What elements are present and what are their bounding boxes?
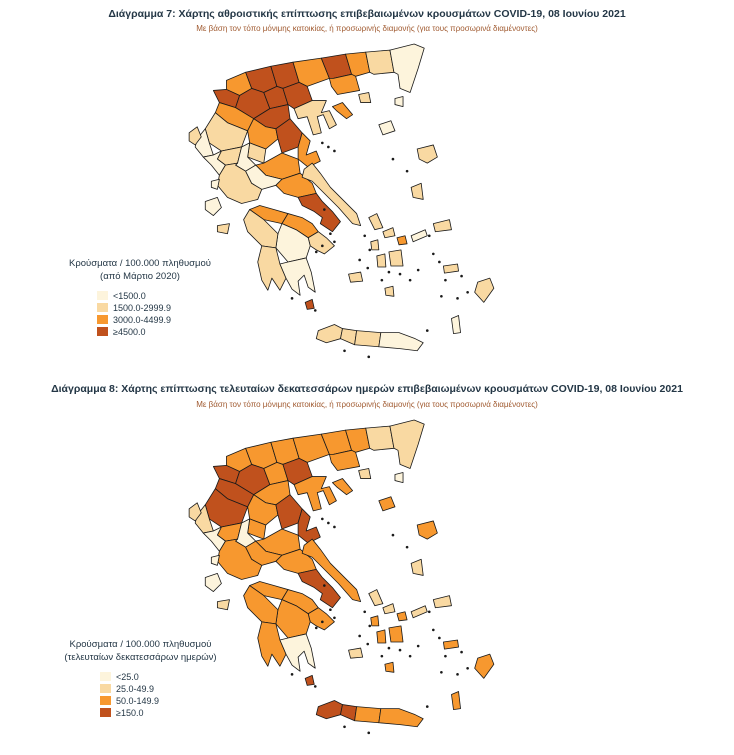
- region-rethymno: [340, 329, 356, 345]
- region-mykonos: [397, 612, 407, 621]
- region-andros: [369, 590, 383, 606]
- legend-title-line2: (τελευταίων δεκατεσσάρων ημερών): [64, 652, 217, 664]
- legend-item: [97, 302, 245, 314]
- region-lemnos: [379, 121, 395, 135]
- map-legend-cumulative: [35, 257, 245, 338]
- islet-dot: [432, 629, 435, 632]
- islet-dot: [327, 146, 330, 149]
- region-kos: [443, 640, 458, 649]
- islet-dot: [315, 251, 318, 254]
- region-kefalonia: [205, 197, 221, 215]
- islet-dot: [333, 526, 336, 529]
- islet-dot: [368, 249, 371, 252]
- islet-dot: [343, 349, 346, 352]
- figure-7-title: Διάγραμμα 7: Χάρτης αθροιστικής επίπτωσης επιβεβαιωμένων κρουσμάτων COVID-19, 08 Ιουνίου 2021: [108, 8, 626, 20]
- islet-dot: [314, 685, 317, 688]
- region-thasos: [359, 468, 371, 478]
- region-karpathos: [451, 691, 460, 709]
- islet-dot: [343, 725, 346, 728]
- region-magnesia: [298, 133, 320, 167]
- islet-dot: [333, 240, 336, 243]
- region-mykonos: [397, 236, 407, 245]
- region-rhodes: [475, 278, 494, 302]
- region-lesbos: [417, 145, 437, 163]
- region-karpathos: [451, 315, 460, 333]
- region-evros: [390, 420, 424, 468]
- region-milos: [349, 272, 363, 282]
- legend-swatch: [100, 696, 111, 705]
- islet-dot: [417, 645, 420, 648]
- islet-dot: [329, 608, 332, 611]
- region-lemnos: [379, 497, 395, 511]
- islet-dot: [329, 232, 332, 235]
- islet-dot: [321, 142, 324, 145]
- region-syros: [371, 616, 379, 626]
- region-rhodes: [475, 654, 494, 678]
- region-kythira: [305, 675, 314, 685]
- legend-class-label: 25.0-49.9: [116, 683, 155, 694]
- region-paros: [377, 254, 386, 267]
- region-samos: [433, 596, 451, 608]
- islet-dot: [409, 655, 412, 658]
- islet-dot: [368, 625, 371, 628]
- region-athos: [332, 479, 352, 495]
- region-chania: [316, 701, 342, 719]
- islet-dot: [314, 309, 317, 312]
- legend-item: [100, 683, 253, 695]
- region-chios: [411, 183, 423, 199]
- region-chalkidiki: [294, 101, 336, 135]
- islet-dot: [426, 329, 429, 332]
- region-lasithi: [379, 709, 423, 727]
- legend-class-label: ≥150.0: [116, 707, 144, 718]
- islet-dot: [466, 291, 469, 294]
- region-laconia: [280, 634, 315, 671]
- islet-dot: [456, 297, 459, 300]
- region-kos: [443, 264, 458, 273]
- legend-class-label: 3000.0-4499.9: [113, 314, 172, 325]
- islet-dot: [392, 534, 395, 537]
- legend-swatch: [97, 315, 108, 324]
- legend-item: [97, 314, 245, 326]
- islet-dot: [409, 279, 412, 282]
- legend-swatch: [100, 672, 111, 681]
- region-santorini: [385, 662, 394, 672]
- region-thasos: [359, 92, 371, 102]
- region-rethymno: [340, 705, 356, 721]
- islet-dot: [456, 673, 459, 676]
- legend-class-label: <1500.0: [113, 290, 146, 301]
- region-lefkada: [211, 179, 219, 189]
- region-lasithi: [379, 333, 423, 351]
- legend-item: [97, 290, 245, 302]
- islet-dot: [358, 635, 361, 638]
- islet-dot: [444, 655, 447, 658]
- region-argolis: [308, 232, 334, 254]
- islet-dot: [321, 245, 324, 248]
- islet-dot: [327, 522, 330, 525]
- islet-dot: [406, 170, 409, 173]
- region-andros: [369, 214, 383, 230]
- islet-dot: [388, 271, 391, 274]
- islet-dot: [440, 295, 443, 298]
- legend-title-line2: (από Μάρτιο 2020): [100, 271, 180, 283]
- legend-title-line1: Κρούσματα / 100.000 πληθυσμού: [69, 639, 212, 650]
- islet-dot: [406, 546, 409, 549]
- legend-item: [100, 695, 253, 707]
- region-samos: [433, 220, 451, 232]
- islet-dot: [388, 647, 391, 650]
- islet-dot: [367, 356, 370, 359]
- region-lesbos: [417, 521, 437, 539]
- region-kefalonia: [205, 573, 221, 591]
- region-kythira: [305, 299, 314, 309]
- islet-dot: [381, 279, 384, 282]
- legend-swatch: [97, 303, 108, 312]
- islet-dot: [315, 627, 318, 630]
- islet-dot: [428, 234, 431, 237]
- islet-dot: [417, 269, 420, 272]
- region-samothrace: [395, 473, 403, 483]
- islet-dot: [367, 732, 370, 735]
- islet-dot: [392, 158, 395, 161]
- region-tinos: [383, 228, 395, 238]
- region-samothrace: [395, 97, 403, 107]
- region-evros: [390, 44, 424, 92]
- region-tinos: [383, 604, 395, 614]
- islet-dot: [460, 275, 463, 278]
- region-argolis: [308, 608, 334, 630]
- legend-swatch: [100, 708, 111, 717]
- region-laconia: [280, 258, 315, 295]
- islet-dot: [438, 637, 441, 640]
- islet-dot: [438, 261, 441, 264]
- islet-dot: [399, 649, 402, 652]
- region-lefkada: [211, 555, 219, 565]
- figure-8-title: Διάγραμμα 8: Χάρτης επίπτωσης τελευταίων δεκατεσσάρων ημερών επιβεβαιωμένων κρουσμάτων COVID-19, 08 Ιουνίου 2021: [51, 383, 683, 395]
- islet-dot: [460, 651, 463, 654]
- islet-dot: [321, 621, 324, 624]
- legend-rows: [100, 671, 253, 719]
- region-naxos: [389, 626, 403, 642]
- legend-item: [100, 671, 253, 683]
- region-ikaria: [411, 230, 427, 242]
- region-rodopi: [366, 50, 394, 74]
- islet-dot: [333, 150, 336, 153]
- region-rodopi: [366, 426, 394, 450]
- region-chania: [316, 325, 342, 343]
- region-magnesia: [298, 509, 320, 543]
- region-syros: [371, 240, 379, 250]
- legend-class-label: 50.0-149.9: [116, 695, 160, 706]
- legend-rows: [97, 290, 245, 338]
- region-heraklion: [355, 707, 381, 723]
- region-athos: [332, 103, 352, 119]
- region-zakynthos: [217, 600, 229, 610]
- figure-8-subtitle: Με βάση τον τόπο μόνιμης κατοικίας, ή προσωρινής διαμονής (για τους προσωρινά διαμένοντες): [196, 400, 538, 409]
- islet-dot: [291, 673, 294, 676]
- region-chalkidiki: [294, 477, 336, 511]
- islet-dot: [440, 671, 443, 674]
- legend-class-label: ≥4500.0: [113, 326, 146, 337]
- region-heraklion: [355, 331, 381, 347]
- legend-class-label: <25.0: [116, 671, 139, 682]
- islet-dot: [323, 584, 326, 587]
- map-legend-14day: [28, 638, 253, 719]
- islet-dot: [366, 267, 369, 270]
- region-paros: [377, 630, 386, 643]
- islet-dot: [428, 610, 431, 613]
- legend-swatch: [97, 327, 108, 336]
- islet-dot: [333, 616, 336, 619]
- islet-dot: [358, 259, 361, 262]
- islet-dot: [363, 234, 366, 237]
- islet-dot: [366, 643, 369, 646]
- figure-7-subtitle: Με βάση τον τόπο μόνιμης κατοικίας, ή προσωρινής διαμονής (για τους προσωρινά διαμένοντες): [196, 24, 538, 33]
- legend-item: [97, 326, 245, 338]
- legend-item: [100, 707, 253, 719]
- legend-class-label: 1500.0-2999.9: [113, 302, 172, 313]
- islet-dot: [399, 273, 402, 276]
- region-milos: [349, 648, 363, 658]
- islet-dot: [291, 297, 294, 300]
- region-ikaria: [411, 606, 427, 618]
- islet-dot: [323, 208, 326, 211]
- islet-dot: [426, 705, 429, 708]
- islet-dot: [381, 655, 384, 658]
- islet-dot: [321, 518, 324, 521]
- region-zakynthos: [217, 224, 229, 234]
- islet-dot: [444, 279, 447, 282]
- islet-dot: [363, 610, 366, 613]
- region-naxos: [389, 250, 403, 266]
- islet-dot: [432, 253, 435, 256]
- legend-title-line1: Κρούσματα / 100.000 πληθυσμού: [69, 258, 211, 269]
- legend-swatch: [97, 291, 108, 300]
- legend-swatch: [100, 684, 111, 693]
- region-santorini: [385, 286, 394, 296]
- region-chios: [411, 559, 423, 575]
- islet-dot: [466, 667, 469, 670]
